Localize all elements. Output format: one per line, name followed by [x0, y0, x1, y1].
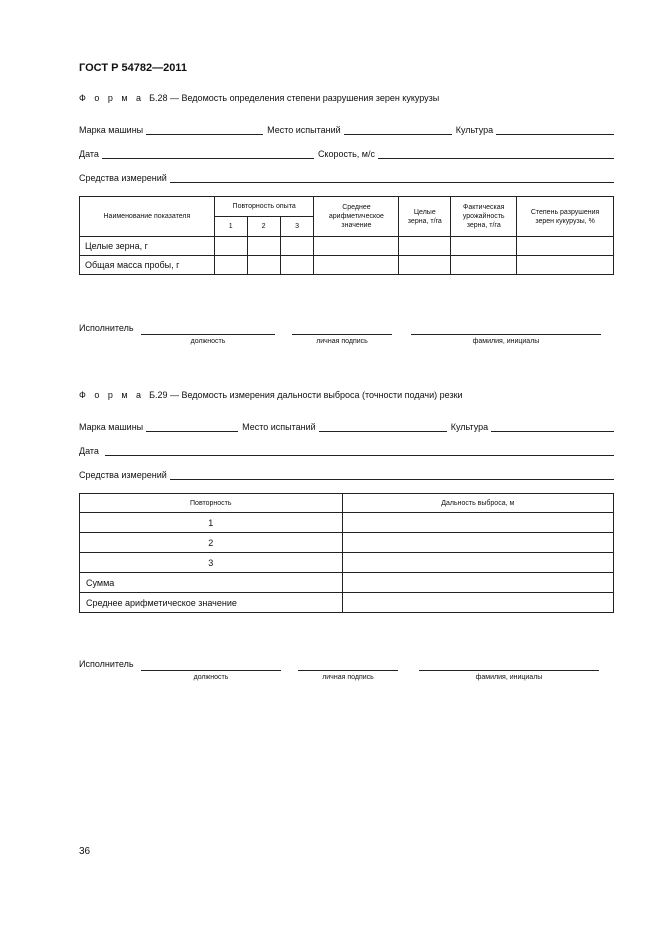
form1-signature [79, 323, 609, 347]
form2-table [79, 493, 614, 613]
row-label: Сумма [80, 573, 343, 593]
table-cell[interactable] [451, 237, 517, 256]
table-cell[interactable] [342, 513, 613, 533]
caption-position: должность [193, 674, 229, 681]
field-blank-crop[interactable] [491, 421, 614, 432]
table-cell[interactable] [342, 593, 613, 613]
field-blank-place[interactable] [319, 421, 447, 432]
signature-name-line[interactable] [419, 670, 599, 671]
row-label: 3 [80, 553, 343, 573]
field-blank-date[interactable] [102, 148, 314, 159]
document-code: ГОСТ Р 54782—2011 [79, 62, 187, 74]
signature-name-line[interactable] [411, 334, 601, 335]
col-header-yield: Фактическая урожайность зерна, т/га [451, 197, 517, 237]
form-title-b28 [79, 93, 439, 103]
field-blank-crop[interactable] [496, 124, 614, 135]
table-row [80, 593, 614, 613]
form2-row-date [79, 442, 614, 456]
col-header-repeat-3: 3 [280, 217, 314, 237]
form-title-text: Б.29 — Ведомость измерения дальности выброса (точности подачи) резки [149, 390, 463, 400]
field-blank-means[interactable] [170, 172, 614, 183]
table-cell[interactable] [399, 237, 451, 256]
table-cell[interactable] [280, 256, 314, 275]
field-label-place: Место испытаний [242, 422, 316, 432]
signature-position-line[interactable] [141, 334, 275, 335]
col-header-degree: Степень разрушения зерен кукурузы, % [517, 197, 614, 237]
form2-signature [79, 659, 609, 683]
form1-row-means [79, 169, 614, 183]
table-cell[interactable] [214, 256, 247, 275]
form2-row-machine [79, 418, 614, 432]
form1-table [79, 196, 614, 275]
field-label-date: Дата [79, 149, 99, 159]
form1-row-machine [79, 121, 614, 135]
table-cell[interactable] [342, 533, 613, 553]
col-header-repeat-2: 2 [247, 217, 280, 237]
form2-row-means [79, 466, 614, 480]
field-label-date: Дата [79, 446, 99, 456]
table-row [80, 513, 614, 533]
table-cell[interactable] [314, 256, 399, 275]
form-word: Ф о р м а [79, 93, 145, 103]
row-label: 1 [80, 513, 343, 533]
table-row [80, 553, 614, 573]
form-word: Ф о р м а [79, 390, 145, 400]
row-label: 2 [80, 533, 343, 553]
field-label-means: Средства измерений [79, 470, 167, 480]
col-header-repeat: Повторность [80, 494, 343, 513]
field-label-machine: Марка машины [79, 422, 144, 432]
signature-position-line[interactable] [141, 670, 281, 671]
field-blank-means[interactable] [170, 469, 614, 480]
field-blank-place[interactable] [344, 124, 452, 135]
table-row [80, 573, 614, 593]
col-header-range: Дальность выброса, м [342, 494, 613, 513]
page-number: 36 [79, 846, 91, 857]
signature-sign-line[interactable] [298, 670, 398, 671]
table-cell[interactable] [247, 256, 280, 275]
signature-label: Исполнитель [79, 323, 134, 333]
table-row [80, 256, 614, 275]
field-label-crop: Культура [455, 125, 494, 135]
field-blank-machine[interactable] [146, 421, 238, 432]
table-cell[interactable] [342, 553, 613, 573]
field-label-place: Место испытаний [267, 125, 341, 135]
row-label: Среднее арифметическое значение [80, 593, 343, 613]
caption-sign: личная подпись [316, 338, 368, 345]
table-cell[interactable] [247, 237, 280, 256]
table-row [80, 533, 614, 553]
field-blank-date[interactable] [105, 445, 614, 456]
table-cell[interactable] [517, 256, 614, 275]
caption-sign: личная подпись [322, 674, 374, 681]
col-header-whole: Целые зерна, т/га [399, 197, 451, 237]
field-blank-speed[interactable] [378, 148, 614, 159]
field-label-machine: Марка машины [79, 125, 144, 135]
field-blank-machine[interactable] [146, 124, 263, 135]
table-cell[interactable] [214, 237, 247, 256]
form1-row-date [79, 145, 614, 159]
col-header-name: Наименование показателя [80, 197, 215, 237]
row-label: Целые зерна, г [80, 237, 215, 256]
caption-position: должность [190, 338, 226, 345]
caption-name: фамилия, инициалы [475, 674, 543, 681]
table-cell[interactable] [280, 237, 314, 256]
form-title-b29 [79, 390, 463, 400]
table-cell[interactable] [342, 573, 613, 593]
field-label-crop: Культура [450, 422, 489, 432]
col-header-repeat-1: 1 [214, 217, 247, 237]
caption-name: фамилия, инициалы [472, 338, 540, 345]
signature-sign-line[interactable] [292, 334, 392, 335]
field-label-speed: Скорость, м/с [317, 149, 375, 159]
table-row [80, 237, 614, 256]
col-header-mean: Среднее арифметическое значение [314, 197, 399, 237]
table-cell[interactable] [314, 237, 399, 256]
table-cell[interactable] [399, 256, 451, 275]
col-header-repeat: Повторность опыта [214, 197, 314, 217]
row-label: Общая масса пробы, г [80, 256, 215, 275]
table-cell[interactable] [517, 237, 614, 256]
field-label-means: Средства измерений [79, 173, 167, 183]
form-title-text: Б.28 — Ведомость определения степени разрушения зерен кукурузы [149, 93, 440, 103]
table-cell[interactable] [451, 256, 517, 275]
signature-label: Исполнитель [79, 659, 134, 669]
